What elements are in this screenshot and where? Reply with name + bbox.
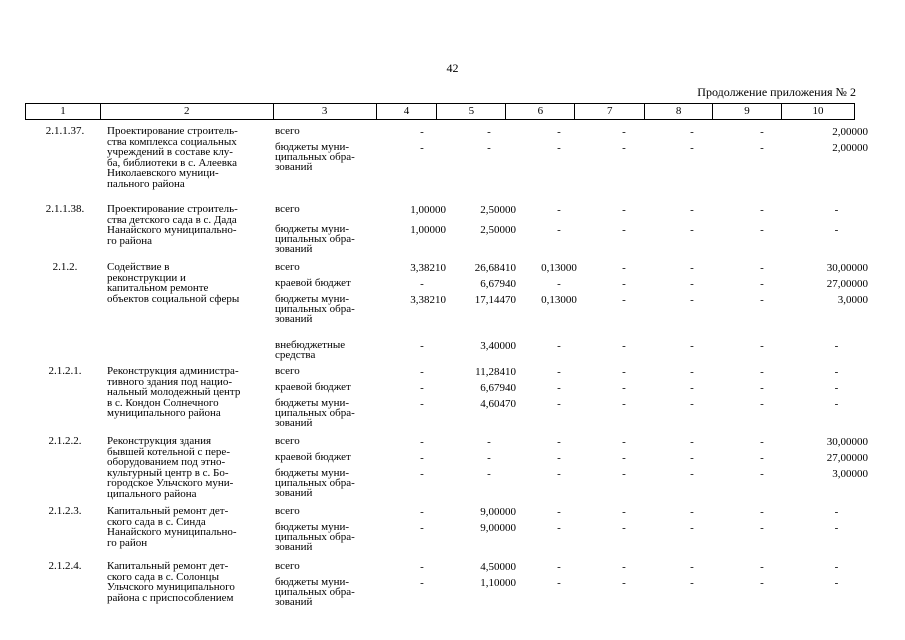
value-cell-col9: - [760, 382, 764, 394]
value-cell-col5: 2,50000 [480, 224, 516, 236]
funding-source-line: краевой бюджет [275, 277, 351, 289]
value-cell-col6: - [557, 577, 561, 589]
value-cell-col9: - [760, 436, 764, 448]
value-cell-col6: - [557, 340, 561, 352]
value-cell-col6: - [557, 204, 561, 216]
value-cell-col7: - [622, 382, 626, 394]
value-cell-col7: - [622, 204, 626, 216]
funding-source-line: всего [275, 261, 300, 273]
value-cell-col6: - [557, 398, 561, 410]
col-header-8: 8 [645, 104, 713, 120]
row-name-line: ства детского сада в с. Дада [107, 213, 237, 226]
value-cell-col6: - [557, 382, 561, 394]
value-cell-col8: - [690, 561, 694, 573]
row-name-line: городское Ульчского муни- [107, 477, 234, 489]
value-cell-col5: 4,60470 [480, 398, 516, 410]
funding-source-line: зований [275, 313, 313, 325]
value-cell-col10: - [834, 382, 839, 394]
value-cell-col8: - [690, 126, 694, 138]
row-name [107, 204, 267, 246]
value-cell-col8: - [690, 204, 694, 216]
funding-source [275, 142, 375, 172]
row-name-line: Нанайского муниципально- [107, 224, 237, 236]
row-name-line: пального района [107, 177, 185, 190]
value-cell-col4: - [420, 340, 424, 352]
value-cell-col4: - [420, 468, 424, 480]
funding-source [275, 262, 375, 272]
value-cell-col6: - [557, 126, 561, 138]
value-cell-col5: 26,68410 [474, 262, 516, 274]
value-cell-col8: - [690, 278, 694, 290]
value-cell-col7: - [622, 224, 626, 236]
row-name-line: нальный молодежный центр [107, 386, 241, 398]
col-header-4: 4 [376, 104, 437, 120]
value-cell-col10: - [834, 340, 839, 352]
value-cell-col4: - [420, 561, 424, 573]
value-cell-col10: - [834, 522, 839, 534]
funding-source [275, 126, 375, 136]
funding-source [275, 398, 375, 428]
col-header-10: 10 [781, 104, 854, 120]
value-cell-col4: - [420, 382, 424, 394]
funding-source-line: ципальных обра- [275, 303, 355, 315]
value-cell-col6: - [557, 561, 561, 573]
value-cell-col7: - [622, 398, 626, 410]
value-cell-col5: - [487, 126, 491, 138]
row-code: 2.1.2.3. [48, 505, 82, 517]
funding-source-line: ципальных обра- [275, 586, 355, 598]
value-cell-col8: - [690, 224, 694, 236]
funding-source-line: зований [275, 243, 313, 255]
value-cell-col4: - [420, 577, 424, 589]
row-name-line: го района [107, 234, 153, 247]
funding-source-line: внебюджетные [275, 339, 346, 351]
column-header-table [25, 103, 855, 120]
funding-source-line: всего [275, 560, 300, 572]
value-cell-col4: - [420, 126, 424, 138]
funding-source [275, 294, 375, 324]
value-cell-col9: - [760, 224, 764, 236]
funding-source [275, 561, 375, 571]
value-cell-col4: - [420, 452, 424, 464]
value-cell-col5: 3,40000 [480, 340, 516, 352]
value-cell-col10: - [834, 366, 839, 378]
funding-source-line: зований [275, 417, 313, 429]
row-name-line: ба, библиотеки в с. Алеевка [107, 156, 237, 169]
value-cell-col9: - [760, 398, 764, 410]
row-name-line: культурный центр в с. Бо- [107, 466, 229, 479]
funding-source-line: всего [275, 505, 300, 517]
col-header-2: 2 [100, 104, 273, 120]
row-code: 2.1.2.4. [48, 560, 82, 572]
value-cell-col5: - [487, 436, 491, 448]
value-cell-col4: 3,38210 [410, 294, 446, 306]
value-cell-col8: - [690, 522, 694, 534]
funding-source-line: зований [275, 161, 313, 173]
value-cell-col10: - [834, 224, 839, 236]
funding-source-line: ципальных обра- [275, 477, 355, 489]
funding-source-line: бюджеты муни- [275, 293, 350, 305]
col-header-1: 1 [26, 104, 101, 120]
value-cell-col4: - [420, 366, 424, 378]
row-name-line: ского сада в с. Солонцы [107, 570, 219, 583]
value-cell-col6: - [557, 436, 561, 448]
value-cell-col4: 1,00000 [410, 224, 446, 236]
funding-source-line: всего [275, 365, 300, 377]
funding-source-line: краевой бюджет [275, 381, 351, 393]
funding-source-line: ципальных обра- [275, 233, 355, 245]
value-cell-col7: - [622, 452, 626, 464]
row-name-line: муниципального района [107, 407, 221, 419]
row-name [107, 262, 267, 304]
value-cell-col8: - [690, 340, 694, 352]
value-cell-col4: - [420, 436, 424, 448]
value-cell-col10: 30,00000 [826, 436, 868, 448]
row-name [107, 436, 267, 499]
value-cell-col6: - [557, 522, 561, 534]
value-cell-col7: - [622, 522, 626, 534]
funding-source-line: бюджеты муни- [275, 467, 350, 479]
funding-source-line: ципальных обра- [275, 151, 355, 163]
row-name-line: Капитальный ремонт дет- [107, 505, 229, 517]
value-cell-col6: - [557, 468, 561, 480]
value-cell-col10: - [834, 577, 839, 589]
value-cell-col4: - [420, 398, 424, 410]
funding-source-line: средства [275, 349, 316, 361]
funding-source-line: зований [275, 541, 313, 553]
value-cell-col7: - [622, 436, 626, 448]
value-cell-col8: - [690, 398, 694, 410]
row-code: 2.1.2. [52, 261, 78, 273]
value-cell-col6: 0,13000 [541, 294, 577, 306]
value-cell-col10: - [834, 398, 839, 410]
row-code: 2.1.2.2. [48, 435, 82, 447]
funding-source-line: бюджеты муни- [275, 397, 350, 409]
value-cell-col9: - [760, 506, 764, 518]
value-cell-col8: - [690, 506, 694, 518]
value-cell-col5: - [487, 142, 491, 154]
value-cell-col5: - [487, 468, 491, 480]
value-cell-col9: - [760, 142, 764, 154]
row-name-line: бывшей котельной с пере- [107, 445, 230, 458]
row-code: 2.1.1.37. [45, 125, 85, 137]
row-name-line: Проектирование строитель- [107, 203, 238, 215]
funding-source-line: зований [275, 487, 313, 499]
value-cell-col7: - [622, 294, 626, 306]
value-cell-col10: 3,0000 [837, 294, 868, 306]
row-name [107, 366, 267, 419]
row-name-line: объектов социальной сферы [107, 292, 240, 305]
value-cell-col5: 9,00000 [480, 506, 516, 518]
col-header-6: 6 [506, 104, 575, 120]
row-name-line: в с. Кондон Солнечного [107, 396, 219, 409]
funding-source [275, 382, 375, 392]
value-cell-col9: - [760, 468, 764, 480]
value-cell-col6: - [557, 278, 561, 290]
value-cell-col7: - [622, 577, 626, 589]
value-cell-col7: - [622, 142, 626, 154]
funding-source [275, 224, 375, 254]
value-cell-col10: - [834, 561, 839, 573]
funding-source [275, 468, 375, 498]
value-cell-col4: 1,00000 [410, 204, 446, 216]
row-name-line: реконструкции и [107, 271, 186, 284]
col-header-3: 3 [273, 104, 376, 120]
row-name [107, 561, 267, 603]
value-cell-col5: 11,28410 [475, 366, 516, 378]
col-header-5: 5 [437, 104, 506, 120]
col-header-7: 7 [575, 104, 645, 120]
value-cell-col5: 4,50000 [480, 561, 516, 573]
value-cell-col8: - [690, 366, 694, 378]
value-cell-col5: 17,14470 [474, 294, 516, 306]
row-name-line: ского сада в с. Синда [107, 515, 206, 528]
row-name-line: Реконструкция здания [107, 435, 212, 447]
funding-source-line: бюджеты муни- [275, 223, 350, 235]
value-cell-col10: 27,00000 [826, 452, 868, 464]
value-cell-col4: - [420, 522, 424, 534]
value-cell-col5: 6,67940 [480, 382, 516, 394]
appendix-note: Продолжение приложения № 2 [697, 85, 856, 99]
value-cell-col6: - [557, 452, 561, 464]
value-cell-col5: 9,00000 [480, 522, 516, 534]
value-cell-col5: 2,50000 [480, 204, 516, 216]
value-cell-col10: 2,00000 [832, 126, 868, 138]
row-code: 2.1.2.1. [48, 365, 82, 377]
value-cell-col8: - [690, 262, 694, 274]
value-cell-col8: - [690, 142, 694, 154]
value-cell-col4: - [420, 278, 424, 290]
funding-source [275, 452, 375, 462]
row-code: 2.1.1.38. [45, 203, 85, 215]
col-header-9: 9 [713, 104, 782, 120]
value-cell-col9: - [760, 577, 764, 589]
page-number: 42 [446, 61, 459, 75]
value-cell-col5: 1,10000 [480, 577, 516, 589]
value-cell-col6: - [557, 366, 561, 378]
value-cell-col8: - [690, 382, 694, 394]
funding-source [275, 278, 375, 288]
funding-source-line: краевой бюджет [275, 451, 351, 463]
value-cell-col9: - [760, 340, 764, 352]
funding-source-line: зований [275, 596, 313, 608]
funding-source-line: бюджеты муни- [275, 521, 350, 533]
value-cell-col9: - [760, 294, 764, 306]
value-cell-col7: - [622, 278, 626, 290]
value-cell-col6: - [557, 506, 561, 518]
row-name-line: ципального района [107, 487, 197, 500]
value-cell-col10: 30,00000 [826, 262, 868, 274]
funding-source [275, 366, 375, 376]
row-name-line: Ульчского муниципального [107, 581, 235, 593]
value-cell-col8: - [690, 577, 694, 589]
value-cell-col8: - [690, 294, 694, 306]
funding-source-line: бюджеты муни- [275, 141, 350, 153]
funding-source [275, 340, 375, 360]
funding-source-line: всего [275, 203, 300, 215]
value-cell-col7: - [622, 262, 626, 274]
value-cell-col4: 3,38210 [410, 262, 446, 274]
value-cell-col7: - [622, 126, 626, 138]
value-cell-col9: - [760, 452, 764, 464]
row-name-line: Николаевского муници- [107, 167, 219, 179]
value-cell-col9: - [760, 522, 764, 534]
value-cell-col8: - [690, 452, 694, 464]
row-name-line: Проектирование строитель- [107, 125, 238, 137]
value-cell-col6: - [557, 142, 561, 154]
value-cell-col10: 3,00000 [832, 468, 868, 480]
funding-source-line: всего [275, 125, 300, 137]
value-cell-col5: - [487, 452, 491, 464]
row-name-line: тивного здания под нацио- [107, 375, 233, 388]
value-cell-col10: - [834, 506, 839, 518]
funding-source [275, 506, 375, 516]
row-name-line: учреждений в составе клу- [107, 146, 233, 158]
value-cell-col4: - [420, 142, 424, 154]
value-cell-col5: 6,67940 [480, 278, 516, 290]
row-name-line: Нанайского муниципально- [107, 526, 237, 538]
value-cell-col8: - [690, 468, 694, 480]
row-name-line: го район [107, 536, 148, 549]
value-cell-col9: - [760, 561, 764, 573]
funding-source [275, 436, 375, 446]
row-name-line: Содействие в [107, 261, 170, 273]
row-name-line: оборудованием под этно- [107, 456, 226, 468]
value-cell-col7: - [622, 366, 626, 378]
value-cell-col7: - [622, 506, 626, 518]
value-cell-col10: 27,00000 [826, 278, 868, 290]
row-name-line: ства комплекса социальных [107, 135, 237, 148]
row-name-line: капитальном ремонте [107, 282, 209, 294]
value-cell-col7: - [622, 561, 626, 573]
row-name [107, 126, 267, 189]
row-name-line: Реконструкция администра- [107, 365, 239, 377]
funding-source [275, 577, 375, 607]
value-cell-col8: - [690, 436, 694, 448]
value-cell-col6: - [557, 224, 561, 236]
value-cell-col9: - [760, 262, 764, 274]
value-cell-col9: - [760, 278, 764, 290]
value-cell-col9: - [760, 126, 764, 138]
value-cell-col9: - [760, 366, 764, 378]
funding-source [275, 522, 375, 552]
value-cell-col4: - [420, 506, 424, 518]
funding-source-line: бюджеты муни- [275, 576, 350, 588]
row-name [107, 506, 267, 548]
value-cell-col10: 2,00000 [832, 142, 868, 154]
value-cell-col9: - [760, 204, 764, 216]
value-cell-col7: - [622, 468, 626, 480]
value-cell-col7: - [622, 340, 626, 352]
funding-source-line: ципальных обра- [275, 407, 355, 419]
funding-source-line: ципальных обра- [275, 531, 355, 543]
value-cell-col10: - [834, 204, 839, 216]
funding-source-line: всего [275, 435, 300, 447]
funding-source [275, 204, 375, 214]
value-cell-col6: 0,13000 [541, 262, 577, 274]
row-name-line: Капитальный ремонт дет- [107, 560, 229, 572]
row-name-line: района с приспособлением [107, 591, 234, 604]
